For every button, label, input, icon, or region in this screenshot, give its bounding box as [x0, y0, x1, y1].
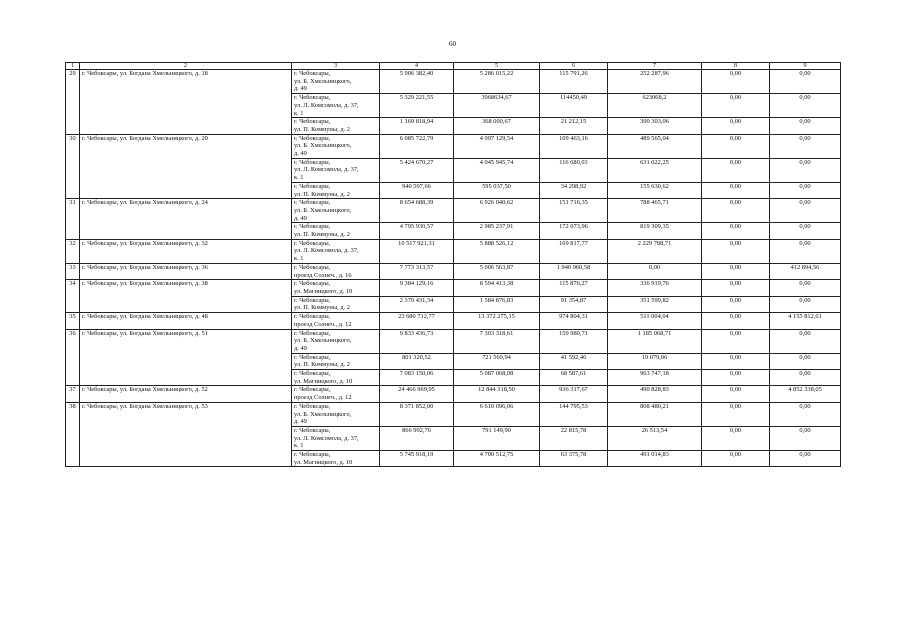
value-cell-7: 2 229 788,71 — [608, 239, 702, 263]
value-cell-9: 412 894,56 — [770, 263, 841, 279]
value-cell-9: 0,00 — [770, 182, 841, 198]
address-line: ул. Магницкого, д. 10 — [294, 287, 353, 295]
address-line: г. Чебоксары, — [294, 134, 331, 142]
value-cell-5: 1 584 876,83 — [454, 296, 540, 312]
value-cell-8: 0,00 — [702, 280, 770, 296]
building-address: г. Чебоксары, ул. Богдана Хмельницкого, д. 48 — [80, 313, 292, 329]
value-cell-6: 21 212,15 — [540, 118, 608, 134]
address-line: г. Чебоксары, — [294, 223, 331, 231]
boiler-address — [292, 70, 380, 94]
value-cell-8: 0,00 — [702, 263, 770, 279]
value-cell-7: 351 599,82 — [608, 296, 702, 312]
value-cell-8: 0,00 — [702, 386, 770, 402]
value-cell-7: 490 828,83 — [608, 386, 702, 402]
table-row — [66, 329, 841, 353]
address-line: г. Чебоксары, — [294, 353, 331, 361]
column-header: 2 — [80, 63, 292, 70]
column-header: 1 — [66, 63, 80, 70]
value-cell-8: 0,00 — [702, 223, 770, 239]
value-cell-9: 0,00 — [770, 402, 841, 426]
boiler-address — [292, 386, 380, 402]
value-cell-6: 169 817,77 — [540, 239, 608, 263]
boiler-address — [292, 134, 380, 158]
address-line: ул. П. Коммуны, д. 2 — [294, 304, 350, 312]
building-address: г. Чебоксары, ул. Богдана Хмельницкого, д. 53 — [80, 402, 292, 467]
value-cell-5: 791 149,90 — [454, 426, 540, 450]
value-cell-9: 4 155 812,61 — [770, 313, 841, 329]
value-cell-4: 4 795 930,57 — [380, 223, 454, 239]
value-cell-4: 5 745 918,19 — [380, 451, 454, 467]
value-cell-9: 0,00 — [770, 280, 841, 296]
address-line: г. Чебоксары, — [294, 370, 331, 378]
table-row — [66, 402, 841, 426]
address-line: г. Чебоксары, — [294, 280, 331, 288]
column-header: 3 — [292, 63, 380, 70]
value-cell-8: 0,00 — [702, 239, 770, 263]
value-cell-7: 511 004,04 — [608, 313, 702, 329]
value-cell-8: 0,00 — [702, 118, 770, 134]
value-cell-8: 0,00 — [702, 426, 770, 450]
row-number: 31 — [66, 199, 80, 240]
value-cell-7: 963 747,18 — [608, 370, 702, 386]
value-cell-5: 13 372 275,15 — [454, 313, 540, 329]
value-cell-9: 0,00 — [770, 296, 841, 312]
row-number: 29 — [66, 70, 80, 135]
table-row — [66, 134, 841, 158]
value-cell-8: 0,00 — [702, 199, 770, 223]
value-cell-9: 0,00 — [770, 353, 841, 369]
value-cell-5: 595 037,50 — [454, 182, 540, 198]
value-cell-7: 0,00 — [608, 263, 702, 279]
address-line: г. Чебоксары, — [294, 263, 331, 271]
value-cell-9: 0,00 — [770, 134, 841, 158]
table-row — [66, 199, 841, 223]
value-cell-6: 1 940 960,58 — [540, 263, 608, 279]
value-cell-6: 109 463,16 — [540, 134, 608, 158]
building-address: г. Чебоксары, ул. Богдана Хмельницкого, д. 52 — [80, 386, 292, 402]
value-cell-4: 801 320,52 — [380, 353, 454, 369]
address-line: ул. Б. Хмельницкого, — [294, 206, 352, 214]
value-cell-5: 6 926 040,62 — [454, 199, 540, 223]
boiler-address — [292, 426, 380, 450]
value-cell-7: 26 513,54 — [608, 426, 702, 450]
table-row — [66, 70, 841, 94]
value-cell-4: 8 654 688,39 — [380, 199, 454, 223]
value-cell-8: 0,00 — [702, 329, 770, 353]
value-cell-7: 623068,2 — [608, 94, 702, 118]
address-line: ул. Б. Хмельницкого, — [294, 337, 352, 345]
value-cell-6: 159 980,71 — [540, 329, 608, 353]
value-cell-9: 0,00 — [770, 118, 841, 134]
value-cell-7: 336 919,76 — [608, 280, 702, 296]
table-row — [66, 239, 841, 263]
value-cell-6: 91 354,87 — [540, 296, 608, 312]
value-cell-9: 0,00 — [770, 223, 841, 239]
boiler-address — [292, 313, 380, 329]
table-row — [66, 263, 841, 279]
value-cell-5: 2 985 237,91 — [454, 223, 540, 239]
column-header: 4 — [380, 63, 454, 70]
address-line: ул. П. Коммуны, д. 2 — [294, 190, 350, 198]
building-address: г. Чебоксары, ул. Богдана Хмельницкого, д. 36 — [80, 263, 292, 279]
address-line: ул. П. Коммуны, д. 2 — [294, 125, 350, 133]
table-row — [66, 386, 841, 402]
value-cell-7: 808 480,21 — [608, 402, 702, 426]
boiler-address — [292, 182, 380, 198]
address-line: г. Чебоксары, — [294, 402, 331, 410]
value-cell-5: 4 045 945,74 — [454, 158, 540, 182]
address-line: г. Чебоксары, — [294, 386, 331, 394]
boiler-address — [292, 451, 380, 467]
value-cell-9: 0,00 — [770, 70, 841, 94]
boiler-address — [292, 199, 380, 223]
value-cell-5: 5 286 015,22 — [454, 70, 540, 94]
value-cell-8: 0,00 — [702, 134, 770, 158]
boiler-address — [292, 223, 380, 239]
value-cell-7: 788 465,71 — [608, 199, 702, 223]
value-cell-5: 368 000,67 — [454, 118, 540, 134]
boiler-address — [292, 353, 380, 369]
value-cell-7: 19 079,06 — [608, 353, 702, 369]
value-cell-9: 0,00 — [770, 158, 841, 182]
value-cell-7: 631 022,25 — [608, 158, 702, 182]
building-address: г. Чебоксары, ул. Богдана Хмельницкого, д. 38 — [80, 280, 292, 313]
address-line: г. Чебоксары, — [294, 158, 331, 166]
value-cell-4: 866 992,76 — [380, 426, 454, 450]
address-line: ул. Б. Хмельницкого, — [294, 77, 352, 85]
value-cell-6: 22 815,78 — [540, 426, 608, 450]
value-cell-9: 0,00 — [770, 199, 841, 223]
row-number: 37 — [66, 386, 80, 402]
address-line: д. 49 — [294, 344, 307, 352]
building-address: г. Чебоксары, ул. Богдана Хмельницкого, д. 51 — [80, 329, 292, 386]
value-cell-4: 1 169 818,94 — [380, 118, 454, 134]
address-line: г. Чебоксары, — [294, 70, 331, 77]
boiler-address — [292, 296, 380, 312]
value-cell-4: 940 597,66 — [380, 182, 454, 198]
value-cell-9: 0,00 — [770, 451, 841, 467]
address-line: ул. П. Коммуны, д. 2 — [294, 361, 350, 369]
value-cell-6: 63 375,78 — [540, 451, 608, 467]
value-cell-5: 4 700 512,75 — [454, 451, 540, 467]
address-line: д. 49 — [294, 214, 307, 222]
value-cell-9: 4 852 338,05 — [770, 386, 841, 402]
value-cell-8: 0,00 — [702, 313, 770, 329]
address-line: ул. Л. Комсомола, д. 37, — [294, 101, 359, 109]
value-cell-7: 819 309,35 — [608, 223, 702, 239]
value-cell-4: 8 371 852,00 — [380, 402, 454, 426]
value-cell-6: 115 791,26 — [540, 70, 608, 94]
value-cell-5: 721 569,94 — [454, 353, 540, 369]
value-cell-6: 144 795,53 — [540, 402, 608, 426]
column-header: 6 — [540, 63, 608, 70]
value-cell-8: 0,00 — [702, 94, 770, 118]
value-cell-7: 252 287,96 — [608, 70, 702, 94]
address-line: г. Чебоксары, — [294, 94, 331, 102]
address-line: г. Чебоксары, — [294, 451, 331, 459]
value-cell-6: 68 587,61 — [540, 370, 608, 386]
address-line: ул. Л. Комсомола, д. 37, — [294, 166, 359, 174]
value-cell-8: 0,00 — [702, 70, 770, 94]
table-row — [66, 280, 841, 296]
address-line: г. Чебоксары, — [294, 118, 331, 126]
row-number: 33 — [66, 263, 80, 279]
building-address: г. Чебоксары, ул. Богдана Хмельницкого, д. 18 — [80, 70, 292, 135]
address-line: г. Чебоксары, — [294, 199, 331, 207]
column-header: 7 — [608, 63, 702, 70]
address-line: г. Чебоксары, — [294, 239, 331, 247]
value-cell-9: 0,00 — [770, 94, 841, 118]
row-number: 35 — [66, 313, 80, 329]
page-number: 60 — [449, 40, 456, 48]
value-cell-4: 2 379 431,34 — [380, 296, 454, 312]
value-cell-9: 0,00 — [770, 329, 841, 353]
address-line: к. 1 — [294, 109, 304, 117]
address-line: ул. Магницкого, д. 10 — [294, 377, 353, 385]
address-line: проезд Солнеч., д. 16 — [294, 271, 352, 279]
value-cell-6: 974 804,31 — [540, 313, 608, 329]
value-cell-8: 0,00 — [702, 402, 770, 426]
address-line: г. Чебоксары, — [294, 329, 331, 337]
address-line: ул. Магницкого, д. 10 — [294, 458, 353, 466]
address-line: проезд Солнеч., д. 12 — [294, 320, 352, 328]
value-cell-8: 0,00 — [702, 353, 770, 369]
row-number: 38 — [66, 402, 80, 467]
column-header: 5 — [454, 63, 540, 70]
value-cell-7: 489 565,04 — [608, 134, 702, 158]
address-line: г. Чебоксары, — [294, 313, 331, 321]
boiler-address — [292, 94, 380, 118]
address-line: ул. Б. Хмельницкого, — [294, 142, 352, 150]
table-row — [66, 313, 841, 329]
boiler-address — [292, 329, 380, 353]
value-cell-7: 390 303,06 — [608, 118, 702, 134]
row-number: 34 — [66, 280, 80, 313]
address-line: ул. Б. Хмельницкого, — [294, 410, 352, 418]
value-cell-4: 7 773 313,57 — [380, 263, 454, 279]
value-cell-7: 1 185 068,71 — [608, 329, 702, 353]
boiler-address — [292, 263, 380, 279]
boiler-address — [292, 118, 380, 134]
boiler-address — [292, 158, 380, 182]
value-cell-4: 5 424 670,27 — [380, 158, 454, 182]
value-cell-4: 9 384 129,16 — [380, 280, 454, 296]
table-body — [66, 70, 841, 467]
value-cell-6: 116 680,03 — [540, 158, 608, 182]
address-line: ул. Л. Комсомола, д. 37, — [294, 247, 359, 255]
value-cell-6: 936 317,67 — [540, 386, 608, 402]
value-cell-4: 10 517 921,31 — [380, 239, 454, 263]
address-line: д. 49 — [294, 85, 307, 93]
value-cell-6: 41 592,46 — [540, 353, 608, 369]
value-cell-9: 0,00 — [770, 370, 841, 386]
value-cell-9: 0,00 — [770, 239, 841, 263]
value-cell-8: 0,00 — [702, 296, 770, 312]
address-line: г. Чебоксары, — [294, 296, 331, 304]
value-cell-6: 114450,49 — [540, 94, 608, 118]
row-number: 32 — [66, 239, 80, 263]
value-cell-8: 0,00 — [702, 158, 770, 182]
address-line: проезд Солнеч., д. 12 — [294, 394, 352, 402]
value-cell-5: 4 997 129,54 — [454, 134, 540, 158]
address-line: к. 1 — [294, 255, 304, 263]
boiler-address — [292, 239, 380, 263]
value-cell-5: 3968634,67 — [454, 94, 540, 118]
address-line: д. 49 — [294, 418, 307, 426]
address-line: к. 1 — [294, 174, 304, 182]
value-cell-6: 151 716,35 — [540, 199, 608, 223]
value-cell-4: 5 906 382,40 — [380, 70, 454, 94]
value-cell-4: 24 466 969,95 — [380, 386, 454, 402]
value-cell-5: 12 844 318,50 — [454, 386, 540, 402]
address-line: ул. П. Коммуны, д. 2 — [294, 231, 350, 239]
value-cell-5: 5 006 563,87 — [454, 263, 540, 279]
value-cell-5: 6 610 096,06 — [454, 402, 540, 426]
value-cell-8: 0,00 — [702, 451, 770, 467]
value-cell-7: 155 630,62 — [608, 182, 702, 198]
value-cell-7: 491 014,83 — [608, 451, 702, 467]
column-header: 9 — [770, 63, 841, 70]
column-header: 8 — [702, 63, 770, 70]
value-cell-5: 8 594 413,38 — [454, 280, 540, 296]
header-row — [66, 63, 841, 70]
boiler-address — [292, 370, 380, 386]
value-cell-9: 0,00 — [770, 426, 841, 450]
address-line: г. Чебоксары, — [294, 182, 331, 190]
row-number: 30 — [66, 134, 80, 199]
data-table — [65, 62, 841, 467]
address-line: к. 1 — [294, 442, 304, 450]
value-cell-5: 7 303 318,61 — [454, 329, 540, 353]
value-cell-4: 5 329 221,55 — [380, 94, 454, 118]
address-line: г. Чебоксары, — [294, 426, 331, 434]
value-cell-8: 0,00 — [702, 182, 770, 198]
row-number: 36 — [66, 329, 80, 386]
address-line: д. 49 — [294, 150, 307, 158]
boiler-address — [292, 402, 380, 426]
value-cell-4: 23 680 712,77 — [380, 313, 454, 329]
building-address: г. Чебоксары, ул. Богдана Хмельницкого, д. 32 — [80, 239, 292, 263]
building-address: г. Чебоксары, ул. Богдана Хмельницкого, д. 24 — [80, 199, 292, 240]
value-cell-5: 5 888 526,12 — [454, 239, 540, 263]
building-address: г. Чебоксары, ул. Богдана Хмельницкого, д. 20 — [80, 134, 292, 199]
value-cell-8: 0,00 — [702, 370, 770, 386]
address-line: ул. Л. Комсомола, д. 37, — [294, 434, 359, 442]
value-cell-4: 9 833 436,73 — [380, 329, 454, 353]
boiler-address — [292, 280, 380, 296]
value-cell-4: 6 085 722,79 — [380, 134, 454, 158]
value-cell-6: 172 073,96 — [540, 223, 608, 239]
value-cell-6: 34 298,92 — [540, 182, 608, 198]
value-cell-5: 5 087 068,08 — [454, 370, 540, 386]
value-cell-6: 115 876,27 — [540, 280, 608, 296]
value-cell-4: 7 083 150,06 — [380, 370, 454, 386]
